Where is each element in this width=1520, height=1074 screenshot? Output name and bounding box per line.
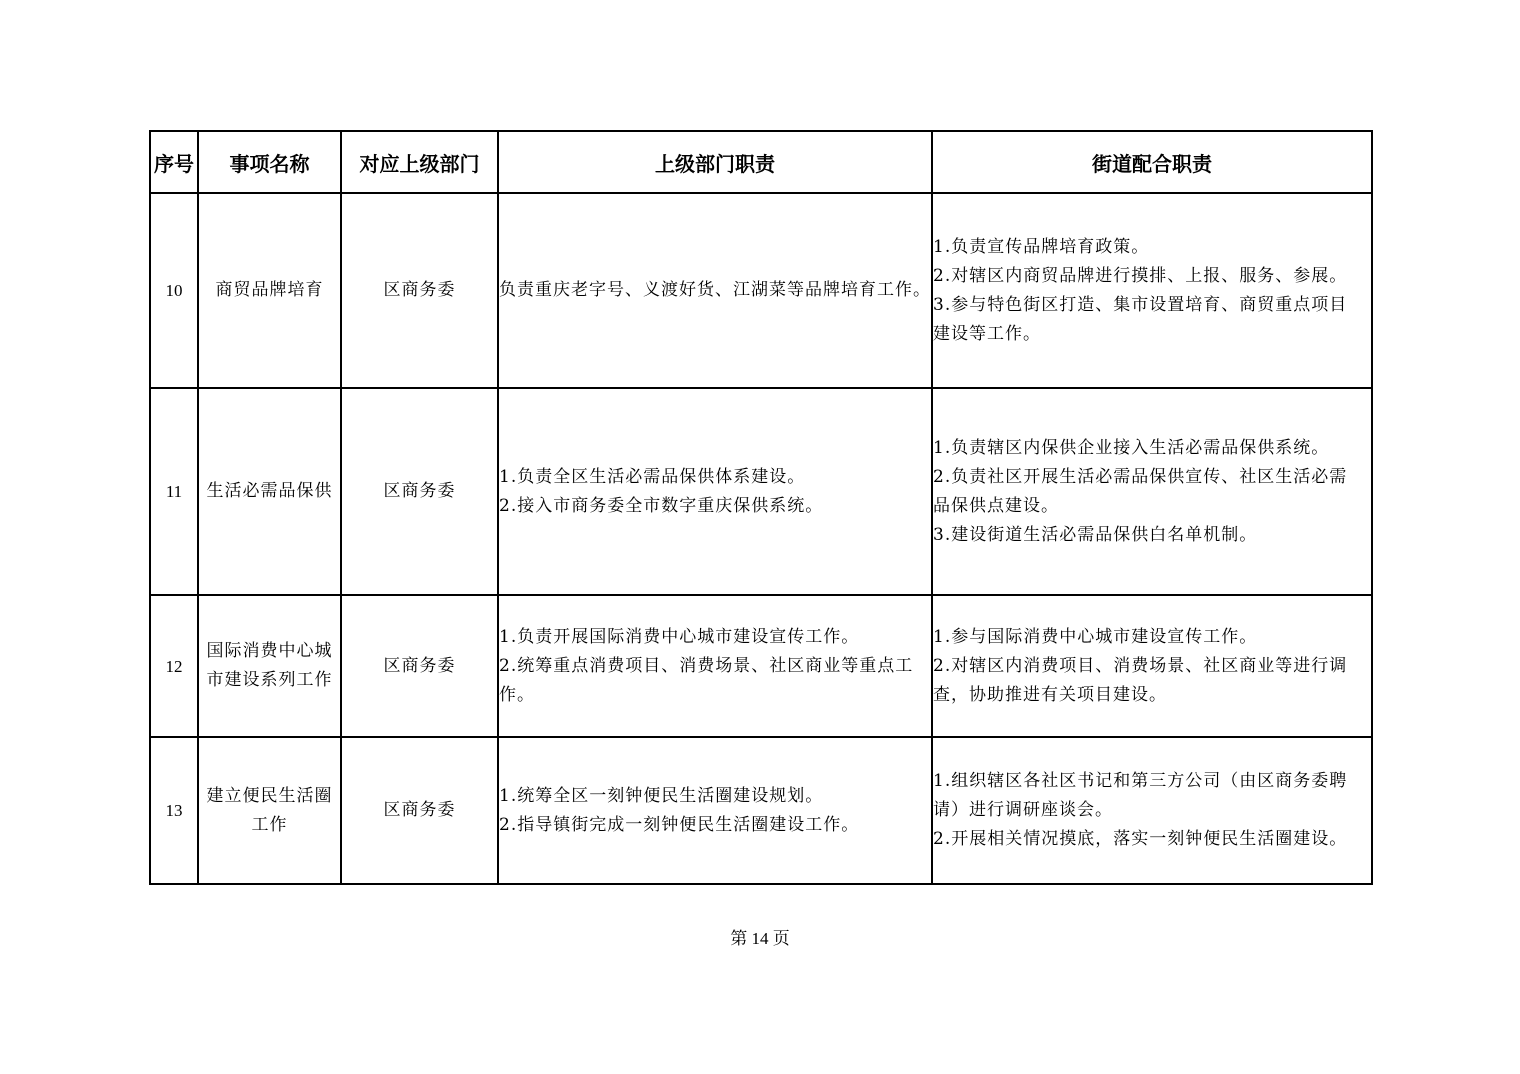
table-row: [150, 388, 1372, 595]
header-superior-duties: 上级部门职责: [498, 131, 932, 193]
row-serial-number: 12: [150, 595, 198, 737]
superior-duty-line: 作。: [499, 684, 535, 705]
superior-duty-line: 负责重庆老字号、义渡好货、江湖菜等品牌培育工作。: [499, 280, 931, 300]
row-superior-duties: [498, 388, 932, 595]
row-superior-department: 区商务委: [341, 595, 498, 737]
superior-duty-line: 2.统筹重点消费项目、消费场景、社区商业等重点工: [499, 655, 914, 676]
street-duty-line: 3.建设街道生活必需品保供白名单机制。: [933, 524, 1258, 545]
row-item-name: [198, 193, 341, 388]
superior-duty-line: 2.指导镇街完成一刻钟便民生活圈建设工作。: [499, 814, 860, 835]
street-duty-line: 1.负责辖区内保供企业接入生活必需品保供系统。: [933, 437, 1330, 458]
street-duty-line: 品保供点建设。: [933, 495, 1059, 516]
superior-duty-line: 1.统筹全区一刻钟便民生活圈建设规划。: [499, 785, 824, 806]
superior-duty-line: 2.接入市商务委全市数字重庆保供系统。: [499, 495, 824, 516]
street-duty-line: 2.开展相关情况摸底，落实一刻钟便民生活圈建设。: [933, 829, 1348, 849]
table-row: [150, 595, 1372, 737]
table-row: [150, 193, 1372, 388]
street-duty-line: 2.对辖区内消费项目、消费场景、社区商业等进行调: [933, 655, 1348, 676]
superior-duty-line: 1.负责全区生活必需品保供体系建设。: [499, 466, 806, 487]
row-superior-department: 区商务委: [341, 737, 498, 884]
street-duty-line: 2.对辖区内商贸品牌进行摸排、上报、服务、参展。: [933, 265, 1348, 286]
row-serial-number: 11: [150, 388, 198, 595]
item-name-line: 市建设系列工作: [206, 670, 333, 690]
street-duty-line: 1.参与国际消费中心城市建设宣传工作。: [933, 626, 1258, 647]
row-serial-number: 10: [150, 193, 198, 388]
row-superior-department: 区商务委: [341, 193, 498, 388]
street-duty-line: 建设等工作。: [933, 323, 1041, 344]
item-name-line: 生活必需品保供: [206, 481, 333, 501]
street-duty-line: 请）进行调研座谈会。: [933, 800, 1113, 820]
item-name-line: 商贸品牌培育: [215, 280, 324, 300]
row-street-duties: [932, 737, 1372, 884]
header-item-name: 事项名称: [198, 131, 341, 193]
row-street-duties: [932, 193, 1372, 388]
row-superior-duties: [498, 595, 932, 737]
item-name-line: 工作: [251, 814, 288, 835]
row-street-duties: [932, 595, 1372, 737]
row-superior-duties: [498, 737, 932, 884]
header-serial-number: 序号: [150, 131, 198, 193]
table-header-row: [150, 131, 1372, 193]
row-street-duties: [932, 388, 1372, 595]
responsibility-table: [149, 130, 1373, 885]
street-duty-line: 2.负责社区开展生活必需品保供宣传、社区生活必需: [933, 466, 1348, 487]
row-superior-duties: [498, 193, 932, 388]
row-item-name: [198, 388, 341, 595]
row-superior-department: 区商务委: [341, 388, 498, 595]
page-number: 第 14 页: [730, 929, 790, 948]
superior-duty-line: 1.负责开展国际消费中心城市建设宣传工作。: [499, 626, 860, 647]
street-duty-line: 1.组织辖区各社区书记和第三方公司（由区商务委聘: [933, 771, 1348, 791]
table-body: [150, 193, 1372, 884]
row-item-name: [198, 595, 341, 737]
street-duty-line: 1.负责宣传品牌培育政策。: [933, 236, 1150, 257]
street-duty-line: 查，协助推进有关项目建设。: [933, 684, 1167, 705]
item-name-line: 建立便民生活圈: [206, 785, 333, 806]
header-superior-department: 对应上级部门: [341, 131, 498, 193]
row-serial-number: 13: [150, 737, 198, 884]
header-street-duties: 街道配合职责: [932, 131, 1372, 193]
table-row: [150, 737, 1372, 884]
row-item-name: [198, 737, 341, 884]
street-duty-line: 3.参与特色街区打造、集市设置培育、商贸重点项目: [933, 294, 1348, 315]
item-name-line: 国际消费中心城: [206, 641, 333, 661]
